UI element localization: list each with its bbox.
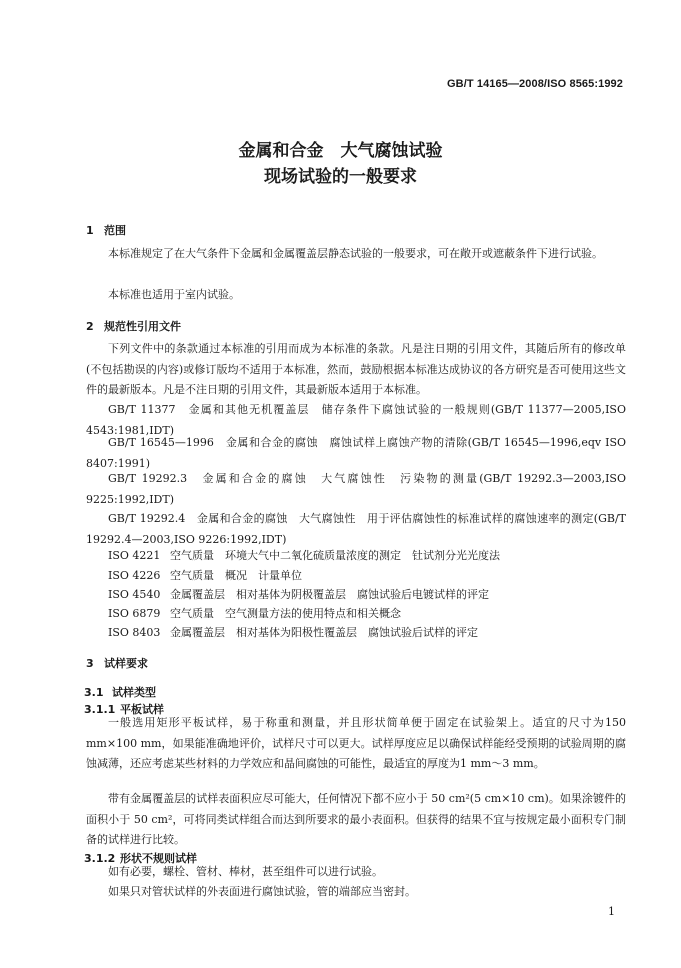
reference-item: GB/T 19292.4 金属和合金的腐蚀 大气腐蚀性 用于评估腐蚀性的标准试样的腐蚀速率的测定(GB/T 19292.4—2003,ISO 9226:1992,IDT) (86, 512, 626, 546)
section-1-paragraph-2: 本标准也适用于室内试验。 (108, 288, 240, 301)
iso-title: 金属覆盖层 相对基体为阴极覆盖层 腐蚀试验后电镀试样的评定 (170, 588, 489, 601)
subsection-3-1-heading (84, 684, 156, 700)
reference-item: GB/T 16545—1996 金属和合金的腐蚀 腐蚀试样上腐蚀产物的清除(GB/T 16545—1996,eqv ISO 8407:1991) (86, 436, 626, 470)
subsection-number: 3.1.2 (84, 852, 116, 865)
reference-item: GB/T 19292.3 金属和合金的腐蚀 大气腐蚀性 污染物的测量(GB/T 19292.3—2003,ISO 9225:1992,IDT) (86, 472, 626, 506)
document-title-line2: 现场试验的一般要求 (264, 167, 417, 187)
subsection-title: 形状不规则试样 (120, 852, 197, 865)
section-1-paragraph-1: 本标准规定了在大气条件下金属和金属覆盖层静态试验的一般要求，可在敞开或遮蔽条件下进行试验。 (108, 247, 603, 260)
iso-code: ISO 4540 (108, 588, 161, 601)
iso-title: 空气质量 空气测量方法的使用特点和相关概念 (170, 607, 401, 620)
iso-reference-item (108, 585, 489, 605)
section-number: 3 (86, 657, 94, 670)
section-3-heading (86, 655, 148, 671)
section-number: 1 (86, 224, 94, 237)
section-1-heading (86, 222, 126, 238)
section-2-intro: 下列文件中的条款通过本标准的引用而成为本标准的条款。凡是注日期的引用文件，其随后所有的修改单(不包括勘误的内容)或修订版均不适用于本标准，然而，鼓励根据本标准达成协议的各方研究是否可使用这些文件的最新版本。凡是不注日期的引用文件，其最新版本适用于本标准。 (86, 342, 626, 396)
iso-code: ISO 8403 (108, 626, 161, 639)
section-title: 规范性引用文件 (104, 320, 181, 333)
subsection-title: 试样类型 (112, 686, 156, 699)
document-title-line1: 金属和合金 大气腐蚀试验 (238, 141, 443, 161)
section-2-heading (86, 318, 181, 334)
page-number: 1 (608, 905, 615, 918)
iso-reference-item (108, 546, 500, 566)
iso-title: 空气质量 环境大气中二氧化硫质量浓度的测定 钍试剂分光光度法 (170, 549, 500, 562)
subsection-number: 3.1 (84, 686, 104, 699)
iso-code: ISO 4226 (108, 569, 161, 582)
subsection-3-1-2-paragraph-1: 如有必要，螺栓、管材、棒材，甚至组件可以进行试验。 (108, 865, 383, 878)
subsection-3-1-2-paragraph-2: 如果只对管状试样的外表面进行腐蚀试验，管的端部应当密封。 (108, 885, 416, 898)
section-title: 试样要求 (104, 657, 148, 670)
subsection-3-1-1-paragraph-1: 一般选用矩形平板试样，易于称重和测量，并且形状简单便于固定在试验架上。适宜的尺寸为150 mm×100 mm，如果能准确地评价，试样尺寸可以更大。试样厚度应足以确保试样能经受预期的试验周期的腐蚀减薄，还应考虑某些材料的力学效应和晶间腐蚀的可能性，最适宜的厚度为1 mm～3 mm。 (86, 716, 626, 770)
iso-code: ISO 6879 (108, 607, 161, 620)
iso-reference-item (108, 623, 478, 643)
reference-item: GB/T 11377 金属和其他无机覆盖层 储存条件下腐蚀试验的一般规则(GB/T 11377—2005,ISO 4543:1981,IDT) (86, 403, 626, 437)
subsection-3-1-1-paragraph-2: 带有金属覆盖层的试样表面积应尽可能大，任何情况下都不应小于 50 cm²(5 cm×10 cm)。如果涂镀件的面积小于 50 cm²，可将同类试样组合而达到所要求的最小表面积。但获得的结果不宜与按规定最小面积专门制备的试样进行比较。 (86, 792, 626, 846)
section-number: 2 (86, 320, 94, 333)
iso-reference-item (108, 604, 401, 624)
iso-reference-item (108, 566, 302, 586)
subsection-number: 3.1.1 (84, 703, 116, 716)
iso-title: 空气质量 概况 计量单位 (170, 569, 302, 582)
iso-title: 金属覆盖层 相对基体为阳极性覆盖层 腐蚀试验后试样的评定 (170, 626, 478, 639)
iso-code: ISO 4221 (108, 549, 161, 562)
subsection-title: 平板试样 (120, 703, 164, 716)
standard-number: GB/T 14165—2008/ISO 8565:1992 (447, 78, 623, 90)
section-title: 范围 (104, 224, 126, 237)
